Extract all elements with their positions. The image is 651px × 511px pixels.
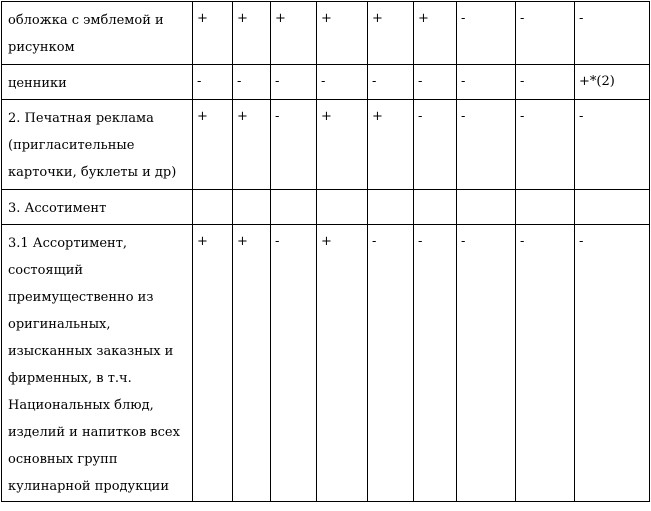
- table-cell: +: [317, 2, 368, 65]
- table-cell: -: [368, 225, 414, 502]
- table-cell: -: [516, 225, 575, 502]
- table-cell: [233, 190, 271, 225]
- label-line: изысканных заказных и: [8, 344, 174, 359]
- label-line: ценники: [8, 76, 67, 91]
- label-line: состоящий: [8, 263, 84, 278]
- table-cell: -: [271, 100, 317, 190]
- table-cell: -: [457, 225, 516, 502]
- table-cell: -: [317, 65, 368, 100]
- row-label: [2, 225, 193, 502]
- table-cell: +: [271, 2, 317, 65]
- table-cell: [368, 190, 414, 225]
- table-cell: -: [575, 2, 650, 65]
- table-cell: -: [271, 225, 317, 502]
- table-cell: +*(2): [575, 65, 650, 100]
- label-line: преимущественно из: [8, 290, 154, 305]
- table-cell: -: [368, 65, 414, 100]
- table-cell: +: [193, 100, 233, 190]
- table-cell: -: [271, 65, 317, 100]
- table-cell: [193, 190, 233, 225]
- row-label: [2, 190, 193, 225]
- row-label: [2, 100, 193, 190]
- label-line: основных групп: [8, 452, 118, 467]
- table-cell: +: [193, 2, 233, 65]
- table-cell: [457, 190, 516, 225]
- criteria-table: [1, 1, 650, 502]
- table-cell: -: [575, 225, 650, 502]
- label-line: 3. Ассотимент: [8, 201, 107, 216]
- table-cell: [575, 190, 650, 225]
- table-cell: -: [516, 65, 575, 100]
- table-cell: -: [575, 100, 650, 190]
- label-line: изделий и напитков всех: [8, 425, 180, 440]
- label-line: кулинарной продукции: [8, 479, 170, 494]
- table-cell: +: [368, 2, 414, 65]
- table-cell: +: [233, 2, 271, 65]
- label-line: 2. Печатная реклама: [8, 111, 154, 126]
- table-cell: [271, 190, 317, 225]
- table-cell: -: [414, 225, 457, 502]
- row-label: [2, 2, 193, 65]
- table-cell: +: [317, 225, 368, 502]
- table-cell: +: [233, 100, 271, 190]
- table-cell: [516, 190, 575, 225]
- label-line: рисунком: [8, 40, 75, 55]
- row-label: [2, 65, 193, 100]
- table-cell: -: [414, 65, 457, 100]
- label-line: карточки, буклеты и др): [8, 165, 177, 180]
- label-line: обложка с эмблемой и: [8, 13, 164, 28]
- table-cell: +: [317, 100, 368, 190]
- table-row: [2, 65, 650, 100]
- table-cell: -: [516, 2, 575, 65]
- label-line: оригинальных,: [8, 317, 111, 332]
- table-cell: -: [457, 100, 516, 190]
- table-row: [2, 225, 650, 502]
- table-cell: -: [457, 65, 516, 100]
- table-row: [2, 2, 650, 65]
- table-row: [2, 100, 650, 190]
- table-cell: -: [516, 100, 575, 190]
- label-line: (пригласительные: [8, 138, 135, 153]
- table-cell: -: [457, 2, 516, 65]
- table-cell: -: [193, 65, 233, 100]
- table-cell: -: [233, 65, 271, 100]
- table-cell: +: [414, 2, 457, 65]
- label-line: 3.1 Ассортимент,: [8, 236, 128, 251]
- table-cell: +: [193, 225, 233, 502]
- label-line: фирменных, в т.ч.: [8, 371, 132, 386]
- table-cell: [414, 190, 457, 225]
- table-cell: +: [233, 225, 271, 502]
- table-cell: +: [368, 100, 414, 190]
- table-body: [2, 2, 650, 502]
- label-line: Национальных блюд,: [8, 398, 154, 413]
- table-cell: [317, 190, 368, 225]
- table-cell: -: [414, 100, 457, 190]
- table-row: [2, 190, 650, 225]
